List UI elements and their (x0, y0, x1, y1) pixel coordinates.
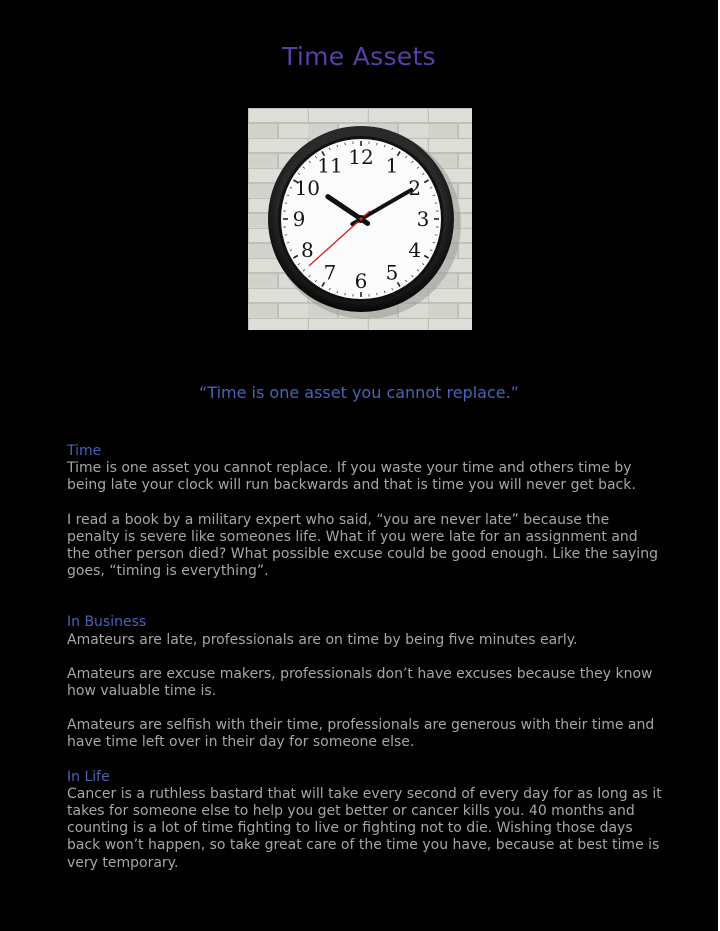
clock-numeral: 2 (408, 176, 422, 200)
page-title: Time Assets (282, 42, 436, 71)
clock-numeral: 7 (323, 260, 337, 285)
section-heading-time: Time (67, 443, 102, 459)
clock-numeral: 3 (416, 207, 430, 231)
paragraph: Amateurs are selfish with their time, professionals are generous with their time and have time left over in their day for someone else. (67, 717, 655, 751)
clock-photo (248, 108, 472, 330)
clock-numeral: 8 (300, 238, 314, 262)
clock-numeral: 5 (385, 260, 399, 285)
paragraph: Cancer is a ruthless bastard that will take every second of every day for as long as it takes for someone else to help you get better or cancer kills you. 40 months and counting is a lot of time fighting to live or fighting not to die. Wishing those days back won’t happen, so take great care of the time you have, because at best time is very temporary. (67, 785, 662, 871)
clock-numeral: 11 (317, 153, 343, 178)
clock-numeral: 12 (348, 145, 374, 169)
section-heading-life: In Life (67, 768, 110, 785)
clock-numeral: 4 (408, 238, 422, 262)
paragraph: Time is one asset you cannot replace. If you waste your time and others time by being late your clock will run backwards and that is time you will never get back. (67, 460, 636, 494)
paragraph: Amateurs are late, professionals are on time by being five minutes early. (67, 631, 578, 648)
paragraph: I read a book by a military expert who said, “you are never late” because the penalty is severe like someones life. What if you were late for an assignment and the other person died? What possible excuse could be good enough. Like the saying goes, “timing is everything”. (67, 511, 658, 580)
clock-numeral: 1 (385, 153, 399, 178)
paragraph: Amateurs are excuse makers, professionals don’t have excuses because they know how valuable time is. (67, 665, 653, 700)
clock-numeral: 9 (292, 207, 306, 231)
article-body (67, 443, 662, 872)
featured-quote: “Time is one asset you cannot replace.” (199, 383, 519, 402)
clock-numeral: 6 (354, 269, 368, 293)
clock-numeral: 10 (294, 176, 321, 200)
section-heading-business: In Business (67, 614, 147, 631)
